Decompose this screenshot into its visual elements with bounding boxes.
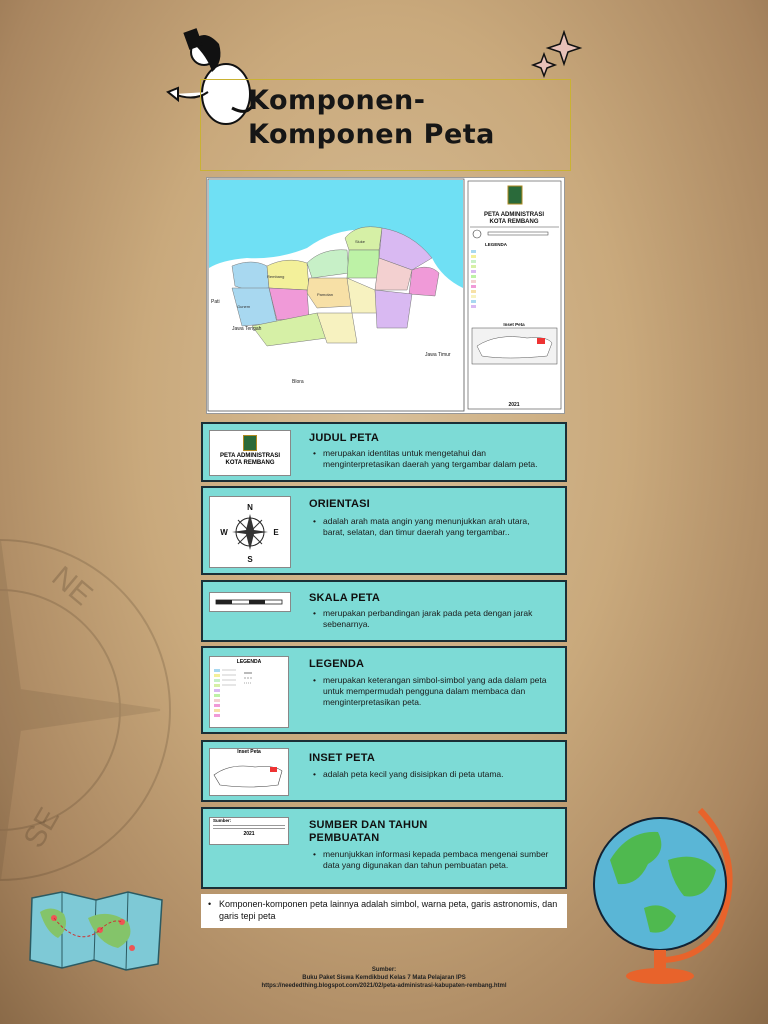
card-judul-peta [201,422,567,482]
background-compass-icon [0,520,180,900]
map-year: 2021 [508,402,520,408]
compass-west-label: W [220,528,228,537]
map-region-label: Rembang [267,274,285,279]
legend-swatches [210,665,288,725]
page-title [248,84,495,152]
map-label-jateng: Jawa Tengah [232,326,262,332]
scale-thumbnail [209,592,291,612]
card-title: SKALA PETA [309,592,381,604]
card-title-line-1: SUMBER DAN TAHUN [309,819,428,831]
map-label-jatim: Jawa Timur [425,352,451,358]
card-sumber [201,807,567,889]
card-title: ORIENTASI [309,498,370,510]
map-region-label: Pamotan [317,292,334,297]
map-heading-1: PETA ADMINISTRASI [483,212,545,218]
source-thumb-year: 2021 [243,831,255,837]
card-description: • menunjukkan informasi kepada pembaca mengenai sumber data yang digunakan dan tahun pembuatan peta. [309,849,551,871]
globe-illustration [588,800,748,990]
judul-thumb-line-1: PETA ADMINISTRASI [219,453,281,459]
map-label-pati: Pati [211,299,220,305]
title-line-1: Komponen- [248,85,426,116]
card-skala-peta [201,580,567,642]
map-heading-2: KOTA REMBANG [489,219,539,225]
note-text: Komponen-komponen peta lainnya adalah simbol, warna peta, garis astronomis, dan garis tepi peta [219,899,558,921]
svg-text:SE: SE [17,802,67,854]
map-panel [206,177,565,414]
map-scale-bar [488,232,548,235]
compass-south-label: S [247,555,253,564]
svg-text:NE: NE [45,560,99,613]
map-legend-label: LEGENDA [485,242,508,247]
card-description: • adalah peta kecil yang disisipkan di peta utama. [309,769,551,780]
judul-thumb-line-2: KOTA REMBANG [225,460,275,466]
card-title: INSET PETA [309,752,375,764]
card-legenda [201,646,567,734]
inset-thumb-label: Inset Peta [237,749,261,755]
map-region-label: Sluke [355,239,366,244]
card-inset-peta [201,740,567,802]
card-description: • merupakan identitas untuk mengetahui dan menginterpretasikan daerah yang tergambar dalam peta. [309,448,551,470]
legend-thumb-label: LEGENDA [236,659,262,665]
inset-map-icon [210,755,288,793]
world-map-illustration [28,888,166,972]
emblem-icon [243,435,257,451]
title-line-2: Komponen Peta [248,119,495,150]
inset-thumbnail [209,748,289,796]
card-title: LEGENDA [309,658,365,670]
source-thumb-label: Sumber: [213,818,232,823]
source-book: Buku Paket Siswa Kemdikbud Kelas 7 Mata Pelajaran IPS [302,975,466,981]
card-title [309,819,428,845]
card-description: • merupakan keterangan simbol-simbol yang ada dalam peta untuk mempermudah pengguna dalam membaca dan menginterpretasikan peta. [309,675,551,708]
scale-bar-icon [210,593,290,611]
card-title-line-2: PEMBUATAN [309,832,380,844]
map-figure [207,178,564,413]
compass-north-label: N [247,503,253,512]
card-title: JUDUL PETA [309,432,380,444]
regency-emblem-icon [508,186,522,204]
map-region-label: Gunem [237,304,251,309]
compass-thumbnail [209,496,291,568]
map-inset-label: Inset Peta [503,322,525,327]
sparkle-icon [528,30,583,85]
card-orientasi [201,486,567,575]
map-label-blora: Blora [292,379,304,385]
note-box [201,894,567,928]
judul-thumbnail [209,430,291,476]
source-thumbnail [209,817,289,845]
card-description: • merupakan perbandingan jarak pada peta dengan jarak sebenarnya. [309,608,551,630]
compass-east-label: E [273,528,279,537]
source-url[interactable]: https://neededthing.blogspot.com/2021/02/peta-administrasi-kabupaten-rembang.html [261,983,507,989]
source-label: Sumber: [371,967,397,973]
legend-thumbnail [209,656,289,728]
card-description: • adalah arah mata angin yang menunjukkan arah utara, barat, selatan, dan timur daerah yang tergambar.. [309,516,551,538]
source-footer [200,966,568,990]
compass-rose-icon [210,497,290,567]
